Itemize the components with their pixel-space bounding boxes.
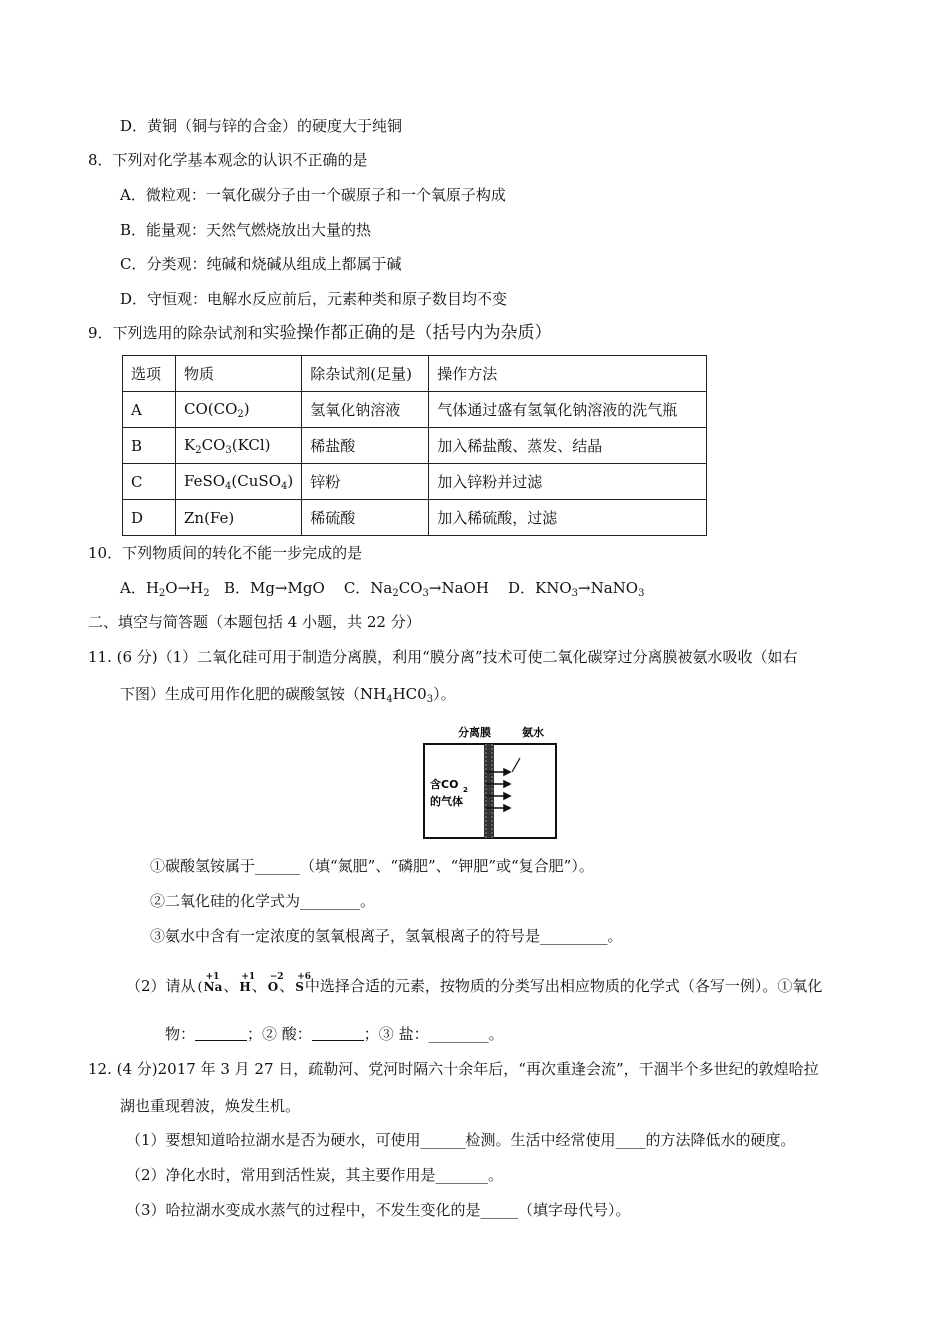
q10-stem: 10．下列物质间的转化不能一步完成的是 xyxy=(88,544,363,562)
q12-line1: 12. (4 分)2017 年 3 月 27 日，疏勒河、党河时隔六十余年后，“再次重逢会流”，干涸半个多世纪的敦煌哈拉 xyxy=(88,1060,819,1078)
q12-line2: 湖也重现碧波，焕发生机。 xyxy=(120,1097,301,1115)
row-substance: $CO(CO_2)$ xyxy=(176,392,302,428)
header-substance: 物质 xyxy=(176,356,302,392)
header-option: 选项 xyxy=(123,356,176,392)
q11-line1: 11. (6 分)（1）二氧化硅可用于制造分离膜，利用“膜分离”技术可使二氧化碳穿过分离膜被氨水吸收（如右 xyxy=(88,648,798,666)
q11-part2: （2）请从 ( +1 Na、 +1 H、 −2 O、 +6 S中选择合适的元素，按物质的分类写出相应物质的化学式（各写一例）。①氧化 xyxy=(126,976,822,998)
row-option: A xyxy=(123,392,176,428)
row-method: 加入稀盐酸、蒸发、结晶 xyxy=(429,428,707,464)
element-h: +1 H xyxy=(239,972,256,994)
q11-line2: 下图）生成可用作化肥的碳酸氢铵$(NH_4HC0_3)$。 xyxy=(120,685,456,705)
label-membrane: 分离膜 xyxy=(458,726,491,739)
row-option: C xyxy=(123,464,176,500)
header-method: 操作方法 xyxy=(429,356,707,392)
q8-option-d: D．守恒观：电解水反应前后，元素种类和原子数目均不变 xyxy=(120,290,508,308)
table-row xyxy=(123,428,707,464)
q9-stem-part2: 实验操作都正确的是（括号内为杂质） xyxy=(262,323,552,343)
element-list: ( +1 Na、 +1 H、 −2 O、 +6 S xyxy=(197,972,312,995)
blank-acid[interactable] xyxy=(312,1026,364,1041)
membrane-separation-figure xyxy=(420,722,560,842)
q11-sub3: ③氨水中含有一定浓度的氢氧根离子，氢氧根离子的符号是_________。 xyxy=(150,927,623,945)
label-ammonia: 氨水 xyxy=(522,726,544,739)
row-method: 加入稀硫酸，过滤 xyxy=(429,500,707,536)
q9-table xyxy=(122,355,707,536)
element-na: +1 Na xyxy=(203,972,223,994)
row-substance: FeSO$_4$(CuSO$_4$) xyxy=(176,464,302,500)
row-method: 气体通过盛有氢氧化钠溶液的洗气瓶 xyxy=(429,392,707,428)
label-gas-line2: 的气体 xyxy=(430,795,463,808)
table-row xyxy=(123,392,707,428)
row-reagent: 稀硫酸 xyxy=(302,500,429,536)
row-reagent: 氢氧化钠溶液 xyxy=(302,392,429,428)
q12-sub3: （3）哈拉湖水变成水蒸气的过程中，不发生变化的是_____（填字母代号）。 xyxy=(126,1201,631,1219)
q11-part2-line2: 物： ；② 酸： ；③ 盐：________。 xyxy=(165,1025,504,1043)
row-substance: $K_2CO_3(KCl)$ xyxy=(176,428,302,464)
q8-stem: 8．下列对化学基本观念的认识不正确的是 xyxy=(88,151,368,169)
row-reagent: 锌粉 xyxy=(302,464,429,500)
membrane-bar xyxy=(484,744,494,838)
blank-oxide[interactable] xyxy=(195,1026,247,1041)
ammonia-pointer xyxy=(512,758,520,772)
q10-options: A．$H_2O\to H_2$ B．Mg→MgO C．$Na_2CO_3\to NaOH$ D．$KNO_3\to NaNO_3$ xyxy=(120,579,645,599)
q11-sub2: ②二氧化硅的化学式为________。 xyxy=(150,892,376,910)
row-option: B xyxy=(123,428,176,464)
table-header-row xyxy=(123,356,707,392)
q12-sub1: （1）要想知道哈拉湖水是否为硬水，可使用______检测。生活中经常使用____的方法降低水的硬度。 xyxy=(126,1131,796,1149)
q9-stem xyxy=(88,323,552,343)
q12-sub2: （2）净化水时，常用到活性炭，其主要作用是_______。 xyxy=(126,1166,504,1184)
table-row xyxy=(123,500,707,536)
section-2-heading: 二、填空与简答题（本题包括 4 小题，共 22 分） xyxy=(88,613,421,631)
q7-option-d: D．黄铜（铜与锌的合金）的硬度大于纯铜 xyxy=(120,117,403,135)
row-option: D xyxy=(123,500,176,536)
row-substance: Zn(Fe) xyxy=(176,500,302,536)
table-row xyxy=(123,464,707,500)
q8-option-b: B．能量观：天然气燃烧放出大量的热 xyxy=(120,221,372,239)
q9-stem-part1: 9．下列选用的除杂试剂和 xyxy=(88,324,263,342)
row-method: 加入锌粉并过滤 xyxy=(429,464,707,500)
header-reagent: 除杂试剂(足量) xyxy=(302,356,429,392)
q8-option-a: A．微粒观：一氧化碳分子由一个碳原子和一个氧原子构成 xyxy=(120,186,506,204)
element-s: +6 S xyxy=(295,972,312,994)
label-gas-line1: 含CO xyxy=(430,778,459,791)
row-reagent: 稀盐酸 xyxy=(302,428,429,464)
q11-sub1: ①碳酸氢铵属于______（填“氮肥”、“磷肥”、“钾肥”或“复合肥”）。 xyxy=(150,857,594,875)
q8-option-c: C．分类观：纯碱和烧碱从组成上都属于碱 xyxy=(120,255,402,273)
svg-text:2: 2 xyxy=(463,786,468,794)
element-o: −2 O xyxy=(267,972,284,994)
